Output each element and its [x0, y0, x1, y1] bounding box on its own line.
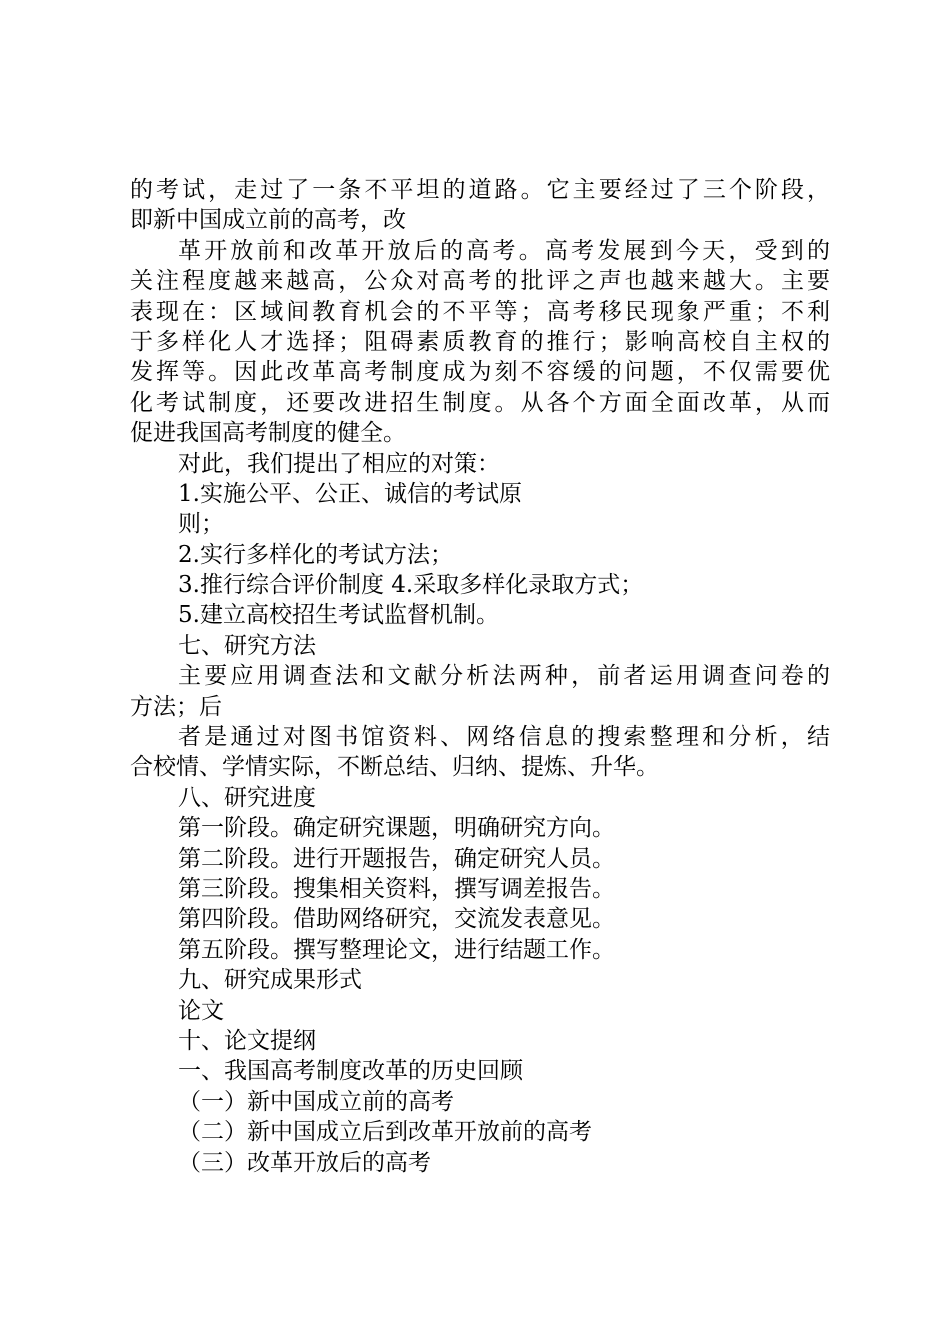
list-item: 第二阶段。进行开题报告，确定研究人员。	[178, 845, 615, 872]
text-line: 主要应用调查法和文献分析法两种，前者运用调查问卷的	[178, 663, 830, 690]
text-line: 者是通过对图书馆资料、网络信息的搜索整理和分析，结	[178, 724, 830, 751]
list-item: 第三阶段。搜集相关资料，撰写调差报告。	[178, 875, 615, 902]
document-body	[130, 175, 830, 1178]
text-line: 即新中国成立前的高考，改	[130, 207, 406, 234]
list-item: 第一阶段。确定研究课题，明确研究方向。	[178, 815, 615, 842]
text-line: 方法；后	[130, 693, 222, 720]
text-line: 表现在：区域间教育机会的不平等；高考移民现象严重；不利	[130, 298, 830, 325]
text-line: 革开放前和改革开放后的高考。高考发展到今天，受到的	[178, 237, 830, 264]
outline-item: （一）新中国成立前的高考	[178, 1088, 454, 1115]
outline-item: （三）改革开放后的高考	[178, 1149, 431, 1176]
text-line: 则；	[178, 511, 224, 538]
list-item: 2.实行多样化的考试方法；	[178, 541, 453, 568]
text-line: 促进我国高考制度的健全。	[130, 420, 406, 447]
section-heading: 七、研究方法	[178, 632, 316, 659]
text-line: 发挥等。因此改革高考制度成为刻不容缓的问题，不仅需要优	[130, 359, 830, 386]
text-line: 合校情、学情实际，不断总结、归纳、提炼、升华。	[130, 754, 659, 781]
section-heading: 十、论文提纲	[178, 1027, 316, 1054]
section-heading: 九、研究成果形式	[178, 967, 362, 994]
list-item: 1.实施公平、公正、诚信的考试原	[178, 480, 522, 507]
outline-item: （二）新中国成立后到改革开放前的高考	[178, 1119, 592, 1146]
text-line: 的考试，走过了一条不平坦的道路。它主要经过了三个阶段，	[130, 177, 830, 203]
section-heading: 八、研究进度	[178, 784, 316, 811]
list-item: 第四阶段。借助网络研究，交流发表意见。	[178, 906, 615, 933]
text-line: 化考试制度，还要改进招生制度。从各个方面全面改革，从而	[130, 389, 830, 416]
text-line: 于多样化人才选择；阻碍素质教育的推行；影响高校自主权的	[130, 328, 830, 355]
text-line: 论文	[178, 997, 224, 1024]
list-item: 5.建立高校招生考试监督机制。	[178, 602, 499, 629]
list-item: 3.推行综合评价制度 4.采取多样化录取方式；	[178, 572, 644, 599]
outline-item: 一、我国高考制度改革的历史回顾	[178, 1058, 523, 1085]
text-line: 对此，我们提出了相应的对策：	[178, 450, 500, 477]
list-item: 第五阶段。撰写整理论文，进行结题工作。	[178, 936, 615, 963]
text-line: 关注程度越来越高，公众对高考的批评之声也越来越大。主要	[130, 268, 830, 295]
